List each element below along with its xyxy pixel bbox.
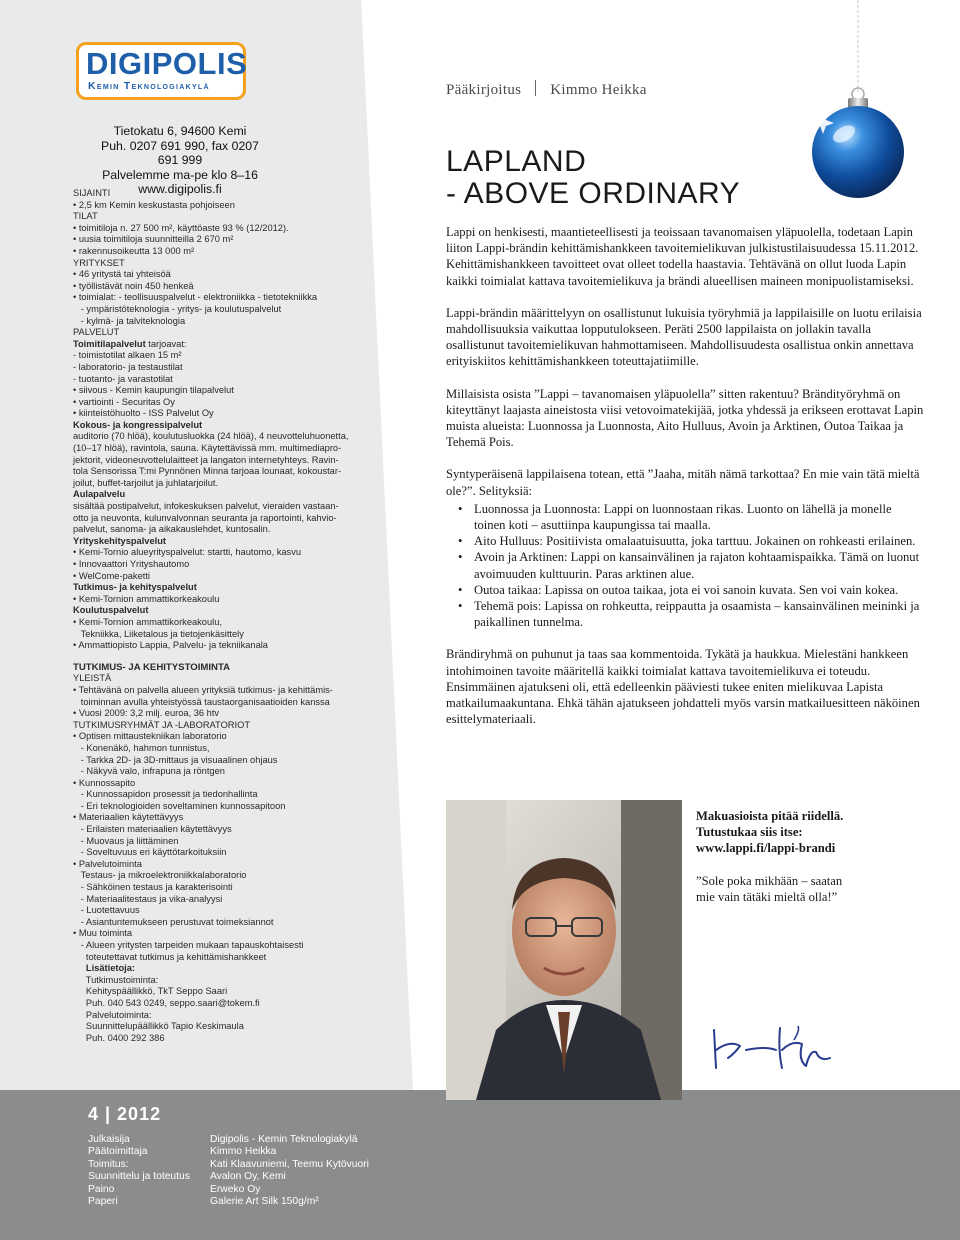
facts-line: • Tehtävänä on palvella alueen yrityksiä tutkimus- ja kehittämis- — [73, 684, 333, 695]
contact-line: Palvelemme ma-pe klo 8–16 — [102, 167, 258, 182]
logo-sub-text: Kemin Teknologiakylä — [88, 80, 210, 92]
logo-main-text: DIGIPOLIS — [86, 46, 248, 81]
facts-line: • Optisen mittaustekniikan laboratorio — [73, 731, 227, 742]
facts-line: • Kemi-Tornion ammattikorkeakoulu — [73, 593, 220, 604]
facts-line: • siivous - Kemin kaupungin tilapalvelut — [73, 385, 234, 396]
colophon-value: Kati Klaavuniemi, Teemu Kytövuori — [210, 1158, 369, 1170]
colophon-row — [88, 1196, 369, 1208]
colophon-value: Digipolis - Kemin Teknologiakylä — [210, 1134, 358, 1145]
facts-line: • 46 yritystä tai yhteisöä — [73, 269, 171, 280]
facts-line: jektorit, videoneuvottelulaitteet ja langaton internetyhteys. Ravin- — [73, 454, 339, 465]
facts-line: Testaus- ja mikroelektroniikkalaboratorio — [73, 870, 247, 881]
facts-line: YLEISTÄ — [73, 673, 112, 684]
facts-line: • työllistävät noin 450 henkeä — [73, 280, 194, 291]
list-item: • Luonnossa ja Luonnosta: Lappi on luonnostaan rikas. Luonto on lähellä ja monelle toinen koti – asuttiinpa kaupungissa tai maalla. — [446, 501, 924, 533]
article-paragraph: Syntyperäisenä lappilaisena totean, että ”Jaaha, mitäh nämä tarkottaa? En mie vain tätä mieltä ole?”. Selityksiä: — [446, 467, 920, 498]
facts-line: Puh. 040 543 0249, seppo.saari@tokem.fi — [73, 997, 260, 1008]
facts-line: (10–17 hlöä), ravintola, sauna. Käytettävissä mm. multimediapro- — [73, 443, 342, 454]
list-item: • Aito Hulluus: Positiivista omalaatuisuutta, joka tarttuu. Jokainen on rohkeasti erilainen. — [446, 533, 924, 549]
facts-line: • uusia toimitiloja suunnitteilla 2 670 m² — [73, 234, 234, 245]
issue-number: 4 | 2012 — [88, 1104, 162, 1124]
facts-line: • Muu toiminta — [73, 928, 133, 939]
facts-line: Lisätietoja: — [73, 963, 135, 974]
facts-line: - toimistotilat alkaen 15 m² — [73, 350, 182, 361]
facts-line: tola Sensorissa T:mi Pynnönen Minna tarjoaa lounaat, kokoustar- — [73, 466, 342, 477]
facts-line: - Asiantuntemukseen perustuvat toimeksiannot — [73, 916, 274, 927]
list-item: • Outoa taikaa: Lapissa on outoa taikaa, jota ei voi sanoin kuvata. Sen voi vain kokea. — [446, 582, 924, 598]
facts-line: • Ammattiopisto Lappia, Palvelu- ja tekniikanala — [73, 640, 268, 651]
quote-line: ”Sole poka mikhään – saatan — [696, 873, 843, 888]
colophon-row — [88, 1171, 369, 1183]
headline-line-2: - ABOVE ORDINARY — [446, 177, 741, 210]
colophon-row — [88, 1134, 369, 1146]
list-item: • Avoin ja Arktinen: Lappi on kansainvälinen ja rajaton kohtaamispaikka. Tämä on luonut avoimuuden kulttuurin. Paras arktinen alue. — [446, 549, 924, 581]
facts-line: • rakennusoikeutta 13 000 m² — [73, 245, 195, 256]
facts-line: - Eri teknologioiden soveltaminen kunnossapitoon — [73, 800, 286, 811]
facts-line: Koulutuspalvelut — [73, 605, 149, 616]
facts-line: - Luotettavuus — [73, 905, 140, 916]
article-body — [446, 224, 924, 743]
website-link[interactable]: www.digipolis.fi — [138, 182, 222, 197]
facts-line: - Tarkka 2D- ja 3D-mittaus ja visuaalinen ohjaus — [73, 754, 278, 765]
facts-line: otto ja neuvonta, kulunvalvonnan seuranta ja raportointi, kahvio- — [73, 512, 337, 523]
facts-line: • Vuosi 2009: 3,2 milj. euroa, 36 htv — [73, 708, 220, 719]
article-paragraph: Millaisista osista ”Lappi – tavanomaisen yläpuolella” sitten rakentuu? Brändityöryhmä on kiteyttänyt laajasta aineistosta viisi vetovoimatekijää, jotka yhdessä ja erikseen erottavat Lapin muista alueista: Luonnossa ja Luonnosta, Aito Hulluus, Avoin ja Arktinen, Outoa Taikaa ja Tehemä Pois. — [446, 386, 924, 450]
facts-line: Toimitilapalvelut tarjoavat: — [73, 338, 187, 349]
facts-heading: TUTKIMUS- JA KEHITYSTOIMINTA — [73, 661, 231, 673]
facts-line: Kehityspäällikkö, TkT Seppo Saari — [73, 986, 228, 997]
facts-line: - Materiaalitestaus ja vika-analyysi — [73, 893, 223, 904]
section-header — [446, 80, 647, 99]
facts-line: - Konenäkö, hahmon tunnistus, — [73, 742, 210, 753]
article-paragraph: Lappi-brändin määrittelyyn on osallistunut lukuisia työryhmiä ja lappilaisille on luotu erilaisia mahdollisuuksia vaikuttaa lopputulokseen. Peräti 2500 lappilaista on jollakin tavalla osallistunut tavoitemielikuvan hahmottamiseen. Mahdollisuudesta osallistua onkin annettava erityiskiitos kehittämishankkeen toteuttajatiimille. — [446, 305, 922, 369]
facts-line: toiminnan avulla yhteistyössä taustaorganisaatioiden kanssa — [73, 696, 330, 707]
list-item: • Tehemä pois: Lapissa on rohkeutta, reippautta ja osaamista – kansainvälinen meininki ja paikallinen tunnelma. — [446, 598, 924, 630]
colophon-value: Galerie Art Silk 150g/m² — [210, 1196, 319, 1208]
colophon-value: Avalon Oy, Kemi — [210, 1171, 286, 1183]
article-headline — [446, 146, 740, 210]
facts-line: - Näkyvä valo, infrapuna ja röntgen — [73, 766, 225, 777]
facts-line: TUTKIMUSRYHMÄT JA -LABORATORIOT — [73, 719, 251, 730]
facts-line: • 2,5 km Kemin keskustasta pohjoiseen — [73, 199, 235, 210]
colophon-key: Julkaisija — [88, 1134, 130, 1145]
facts-line: palvelut, sanoma- ja aikakauslehdet, kuntosalin. — [73, 524, 271, 535]
facts-line: - Alueen yritysten tarpeiden mukaan tapauskohtaisesti — [73, 940, 304, 950]
facts-line: TILAT — [73, 211, 98, 222]
contact-info — [90, 124, 270, 197]
facts-line: Tutkimustoiminta: — [73, 974, 159, 985]
author-label: Kimmo Heikka — [550, 82, 647, 98]
digipolis-logo[interactable] — [76, 42, 246, 100]
facts-line: toteutettavat tutkimus ja kehittämishankkeet — [73, 951, 267, 962]
facts-line: • toimialat: - teollisuuspalvelut - elektroniikka - tietotekniikka — [73, 292, 318, 303]
contact-line: Tietokatu 6, 94600 Kemi — [113, 124, 247, 138]
facts-line: SIJAINTI — [73, 188, 111, 198]
facts-line: - Erilaisten materiaalien käytettävyys — [73, 824, 232, 835]
facts-line: Puh. 0400 292 386 — [73, 1032, 165, 1043]
facts-line: • toimitiloja n. 27 500 m², käyttöaste 93 % (12/2012). — [73, 222, 289, 233]
pull-quote — [696, 808, 916, 905]
colophon-key: Päätoimittaja — [88, 1146, 148, 1158]
facts-line: - tuotanto- ja varastotilat — [73, 373, 173, 384]
author-signature — [706, 1010, 836, 1080]
colophon-key: Toimitus: — [88, 1158, 129, 1170]
facts-line: joilut, buffet-tarjoilut ja juhlatarjoilut. — [73, 477, 219, 488]
facts-line: Tekniikka, Liiketalous ja tietojenkäsittely — [73, 628, 244, 639]
facts-line: • Materiaalien käytettävyys — [73, 812, 184, 823]
colophon-row — [88, 1159, 369, 1171]
header-divider — [535, 80, 536, 96]
facts-line: Tutkimus- ja kehityspalvelut — [73, 582, 197, 593]
headline-line-1: LAPLAND — [446, 145, 587, 178]
colophon-key: Suunnittelu ja toteutus — [88, 1171, 190, 1183]
christmas-ornament-icon — [800, 0, 918, 210]
contact-line: Puh. 0207 691 990, fax 0207 691 999 — [101, 138, 259, 168]
facts-line: Yrityskehityspalvelut — [73, 535, 167, 546]
colophon-value: Kimmo Heikka — [210, 1146, 277, 1158]
facts-line: • Kunnossapito — [73, 777, 136, 788]
facts-line: - Muovaus ja liittäminen — [73, 835, 179, 846]
colophon-key: Paperi — [88, 1196, 118, 1208]
colophon-value: Erweko Oy — [210, 1183, 261, 1195]
facts-line: • Innovaattori Yrityshautomo — [73, 559, 190, 569]
facts-line: PALVELUT — [73, 327, 120, 338]
article-paragraph: Lappi on henkisesti, maantieteellisesti ja teoissaan tavanomaisen yläpuolella, todetaan Lapin liiton Lappi-brändin kehittämishankkeen tavoitemielikuvan julkistustilaisuudessa 15.11.2012. Kehittämishankkeen tavoitteet ovat olleet todella haastavia. Tehtävänä on ollut luoda Lapin kaikki toimialat kattava tavoitemielikuva ja brändi alueellisen maineen monipuolistamiseksi. — [446, 225, 919, 288]
facts-line: • Kemi-Tornion ammattikorkeakoulu, — [73, 616, 222, 627]
facts-list — [73, 188, 378, 1044]
facts-line: auditorio (70 hlöä), koulutusluokka (24 hlöä), 4 neuvotteluhuonetta, — [73, 431, 349, 442]
author-photo — [446, 800, 682, 1100]
facts-line: • Kemi-Tornio alueyrityspalvelut: startti, hautomo, kasvu — [73, 547, 302, 558]
facts-line: Aulapalvelu — [73, 489, 126, 500]
facts-line: - Soveltuvuus eri käyttötarkoituksiin — [73, 847, 227, 858]
facts-line: - Kunnossapidon prosessit ja tiedonhallinta — [73, 789, 258, 800]
facts-line: Kokous- ja kongressipalvelut — [73, 419, 203, 430]
colophon — [88, 1134, 369, 1208]
facts-line: - laboratorio- ja testaustilat — [73, 361, 183, 372]
quote-line: mie vain tätäki mieltä olla!” — [696, 889, 838, 904]
facts-line: - ympäristöteknologia - yritys- ja koulutuspalvelut — [73, 303, 282, 314]
section-label: Pääkirjoitus — [446, 82, 522, 98]
facts-line: sisältää postipalvelut, infokeskuksen palvelut, vieraiden vastaan- — [73, 501, 339, 512]
quote-line: Tutustukaa siis itse: — [696, 825, 803, 840]
facts-line: • Palvelutoiminta — [73, 858, 142, 869]
article-paragraph: Brändiryhmä on puhunut ja taas saa kommentoida. Tykätä ja haukkua. Mielestäni hankkeen intohimoinen tavoite määritellä kaikki toimialat kattava tavoitemielikuva ei toteudu. Ensimmäinen ajatukseni oli, että edelleenkin pääviesti tukee eniten mielikuvaa Lapista matkailumaakuntana. Ehkä tähän ajatukseen johdatteli myös varsin matkailuesitteen näköinen esittelymateriaali. — [446, 647, 920, 727]
facts-line: - kylmä- ja talviteknologia — [73, 315, 186, 326]
facts-line: • vartiointi - Securitas Oy — [73, 396, 175, 407]
colophon-row — [88, 1184, 369, 1196]
facts-line: Palvelutoiminta: — [73, 1009, 152, 1020]
facts-line: • kiinteistöhuolto - ISS Palvelut Oy — [73, 408, 214, 419]
brand-link[interactable]: www.lappi.fi/lappi-brandi — [696, 841, 836, 856]
colophon-row — [88, 1146, 369, 1158]
facts-line: - Sähköinen testaus ja karakterisointi — [73, 882, 233, 893]
colophon-key: Paino — [88, 1183, 115, 1195]
quote-line: Makuasioista pitää riidellä. — [696, 809, 844, 823]
facts-line: YRITYKSET — [73, 257, 125, 268]
facts-line: • WelCome-paketti — [73, 570, 150, 581]
facts-line: Suunnittelupäällikkö Tapio Keskimaula — [73, 1021, 244, 1032]
facts-line — [73, 652, 378, 662]
article-bullet-list — [446, 501, 924, 631]
